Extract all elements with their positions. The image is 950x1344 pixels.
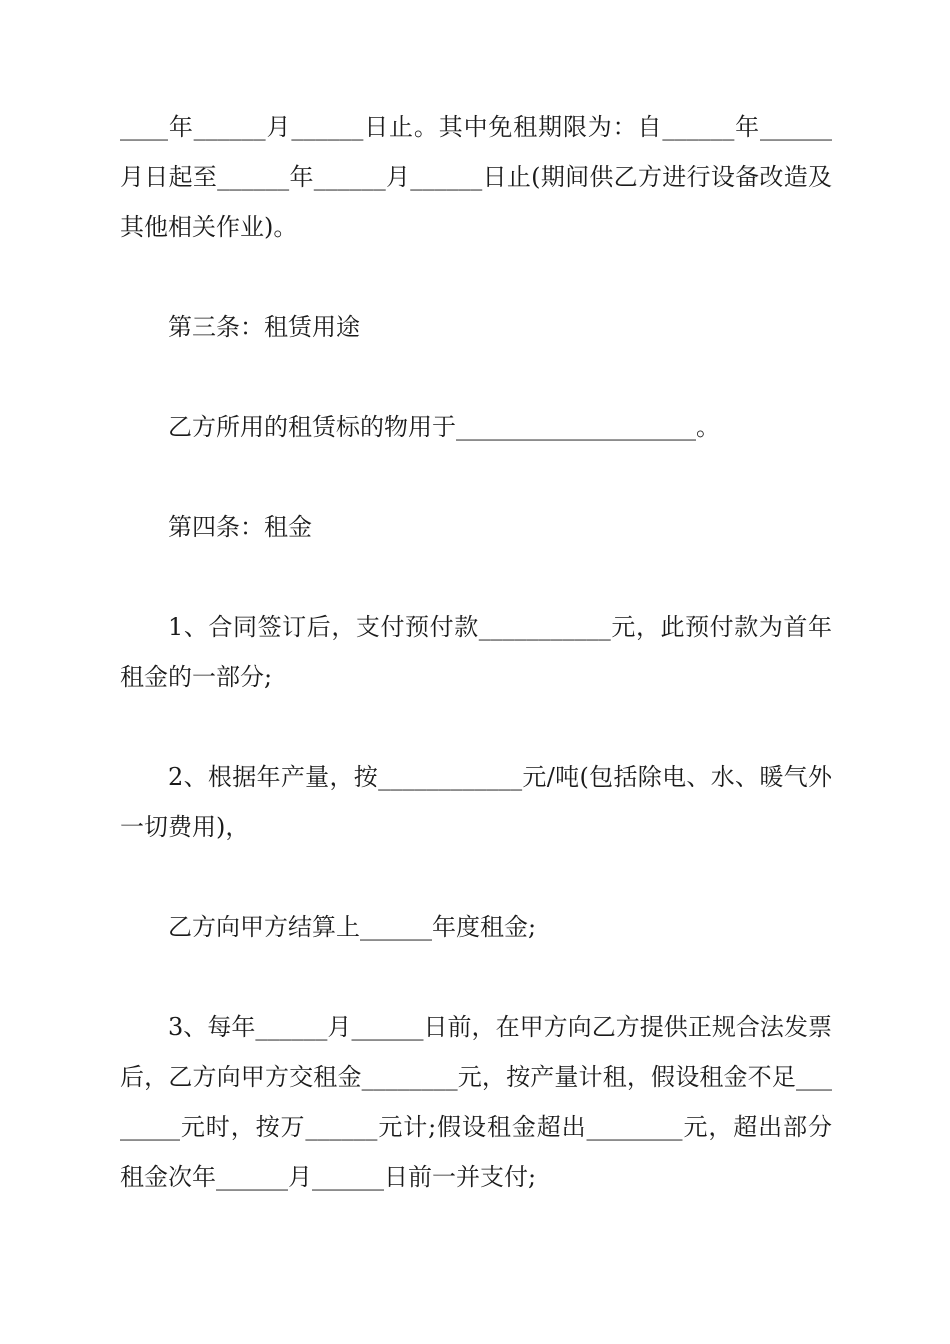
paragraph-line: 月日起至______年______月______日止(期间供乙方进行设备改造及: [120, 163, 832, 191]
paragraph-line: _____元时，按万______元计;假设租金超出________元，超出部分: [120, 1113, 832, 1141]
section-heading: 第三条：租赁用途: [168, 313, 360, 341]
paragraph-line: 1、合同签订后，支付预付款___________元，此预付款为首年: [168, 613, 832, 641]
paragraph-line: 一切费用)，: [120, 813, 250, 841]
paragraph-line: 后，乙方向甲方交租金________元，按产量计租，假设租金不足___: [120, 1063, 832, 1091]
paragraph-line: 其他相关作业)。: [120, 213, 298, 241]
paragraph-line: 租金的一部分;: [120, 663, 273, 691]
section-heading: 第四条：租金: [168, 513, 312, 541]
paragraph-line: 乙方向甲方结算上______年度租金;: [168, 913, 537, 941]
paragraph-line: 租金次年______月______日前一并支付;: [120, 1163, 537, 1191]
paragraph-line: ____年______月______日止。其中免租期限为：自______年______: [120, 113, 832, 141]
paragraph-line: 3、每年______月______日前，在甲方向乙方提供正规合法发票: [168, 1013, 832, 1041]
paragraph-line: 2、根据年产量，按____________元/吨(包括除电、水、暖气外: [168, 763, 832, 791]
paragraph-line: 乙方所用的租赁标的物用于____________________。: [168, 413, 720, 441]
